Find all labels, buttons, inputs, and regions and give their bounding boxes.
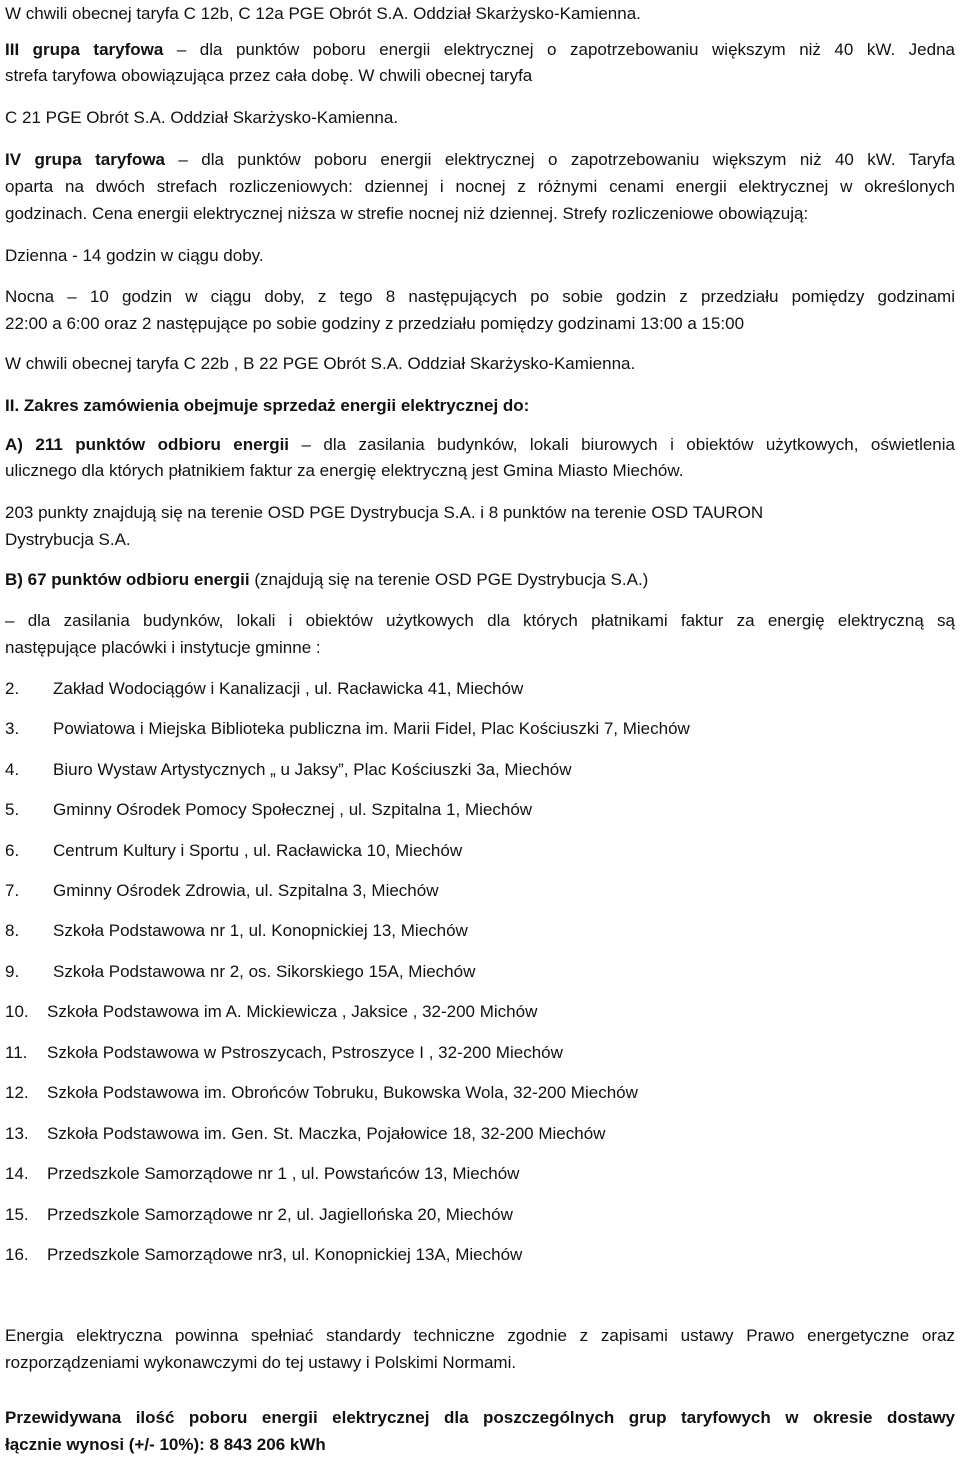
list-item [5,719,690,741]
list-text: Szkoła Podstawowa im. Obrońców Tobruku, Bukowska Wola, 32-200 Miechów [47,1083,638,1102]
list-item [5,921,468,943]
list-text: Szkoła Podstawowa im. Gen. St. Maczka, Pojałowice 18, 32-200 Miechów [47,1124,606,1143]
text: rozporządzeniami wykonawczymi do tej ustawy i Polskimi Normami. [5,1353,517,1372]
text: – dla punktów poboru energii elektrycznej o zapotrzebowaniu większym niż 40 kW. Jedna [163,40,955,59]
list-text: Szkoła Podstawowa nr 1, ul. Konopnickiej 13, Miechów [53,921,468,940]
list-number: 16. [5,1245,29,1264]
list-item [5,1205,513,1227]
list-item [5,800,532,822]
text-line [5,435,955,457]
list-number: 12. [5,1083,29,1102]
bold-text: Przewidywana ilość poboru energii elektrycznej dla poszczególnych grup taryfowych w okresie dostawy [5,1408,955,1427]
text-line [5,461,683,483]
list-text: Zakład Wodociągów i Kanalizacji , ul. Racławicka 41, Miechów [53,679,524,698]
bold-text: łącznie wynosi (+/- 10%): 8 843 206 kWh [5,1435,326,1454]
text-line [5,354,635,376]
section-heading [5,396,529,418]
list-text: Przedszkole Samorządowe nr3, ul. Konopnickiej 13A, Miechów [47,1245,523,1264]
list-item [5,1002,537,1024]
text: strefa taryfowa obowiązująca przez cała dobę. W chwili obecnej taryfa [5,66,533,85]
heading-text: II. Zakres zamówienia obejmuje sprzedaż energii elektrycznej do: [5,396,530,415]
list-number: 5. [5,800,20,819]
text: 203 punkty znajdują się na terenie OSD PGE Dystrybucja S.A. i 8 punktów na terenie OSD TAURON [5,503,764,522]
text: Nocna – 10 godzin w ciągu doby, z tego 8 następujących po sobie godzin z przedziału pomiędzy godzinami [5,287,955,306]
list-number: 14. [5,1164,29,1183]
list-number: 4. [5,760,20,779]
list-item [5,841,462,863]
list-text: Biuro Wystaw Artystycznych „ u Jaksy”, Plac Kościuszki 3a, Miechów [53,760,572,779]
list-text: Szkoła Podstawowa nr 2, os. Sikorskiego 15A, Miechów [53,962,476,981]
text-line [5,150,955,172]
text-line [5,40,955,62]
list-item [5,881,439,903]
list-number: 7. [5,881,20,900]
text-line [5,1326,955,1348]
list-text: Gminny Ośrodek Zdrowia, ul. Szpitalna 3, Miechów [53,881,439,900]
list-item [5,760,572,782]
list-text: Powiatowa i Miejska Biblioteka publiczna im. Marii Fidel, Plac Kościuszki 7, Miechów [53,719,690,738]
bold-text: A) 211 punktów odbioru energii [5,435,290,454]
text-line [5,503,763,525]
list-number: 6. [5,841,20,860]
list-text: Centrum Kultury i Sportu , ul. Racławicka 10, Miechów [53,841,463,860]
text: – dla punktów poboru energii elektrycznej o zapotrzebowaniu większym niż 40 kW. Taryfa [165,150,955,169]
text-line [5,570,648,592]
list-number: 8. [5,921,20,940]
bold-text: III grupa taryfowa [5,40,164,59]
text-line [5,530,131,552]
text: Energia elektryczna powinna spełniać standardy techniczne zgodnie z zapisami ustawy Prawo energetyczne oraz [5,1326,955,1345]
list-text: Przedszkole Samorządowe nr 1 , ul. Powstańców 13, Miechów [47,1164,520,1183]
text: następujące placówki i instytucje gminne : [5,638,321,657]
summary-line [5,1435,326,1457]
text: oparta na dwóch strefach rozliczeniowych: dziennej i nocnej z różnymi cenami energii elektrycznej w określonych [5,177,955,196]
text: – dla zasilania budynków, lokali i obiektów użytkowych dla których płatnikami faktur za energię elektryczną są [5,611,955,630]
list-item [5,962,475,984]
bold-text: IV grupa taryfowa [5,150,165,169]
list-text: Przedszkole Samorządowe nr 2, ul. Jagiellońska 20, Miechów [47,1205,513,1224]
list-text: Szkoła Podstawowa w Pstroszycach, Pstroszyce I , 32-200 Miechów [47,1043,563,1062]
list-item [5,1083,638,1105]
text-line [5,638,321,660]
text-line [5,314,744,336]
text-line [5,177,955,199]
list-number: 3. [5,719,20,738]
list-number: 10. [5,1002,29,1021]
text: W chwili obecnej taryfa C 22b , B 22 PGE Obrót S.A. Oddział Skarżysko-Kamienna. [5,354,636,373]
text: Dzienna - 14 godzin w ciągu doby. [5,246,264,265]
text: W chwili obecnej taryfa C 12b, C 12a PGE Obrót S.A. Oddział Skarżysko-Kamienna. [5,4,641,23]
text-line [5,1353,516,1375]
text: 22:00 a 6:00 oraz 2 następujące po sobie godziny z przedziału pomiędzy godzinami 13:00 a 15:00 [5,314,745,333]
text: – dla zasilania budynków, lokali biurowych i obiektów użytkowych, oświetlenia [289,435,955,454]
list-number: 13. [5,1124,29,1143]
text: C 21 PGE Obrót S.A. Oddział Skarżysko-Kamienna. [5,108,399,127]
text-line [5,611,955,633]
list-number: 2. [5,679,20,698]
text: godzinach. Cena energii elektrycznej niższa w strefie nocnej niż dziennej. Strefy rozliczeniowe obowiązują: [5,204,809,223]
text: Dystrybucja S.A. [5,530,131,549]
text-line [5,204,808,226]
text-line [5,287,955,309]
text-line [5,108,398,130]
list-item [5,679,523,701]
list-item [5,1245,522,1267]
bold-text: B) 67 punktów odbioru energii [5,570,250,589]
list-item [5,1124,605,1146]
text-line [5,246,264,268]
list-item [5,1164,519,1186]
text: (znajdują się na terenie OSD PGE Dystrybucja S.A.) [249,570,649,589]
list-number: 9. [5,962,20,981]
list-number: 15. [5,1205,29,1224]
text-line [5,66,532,88]
list-text: Gminny Ośrodek Pomocy Społecznej , ul. Szpitalna 1, Miechów [53,800,533,819]
summary-line [5,1408,955,1430]
list-text: Szkoła Podstawowa im A. Mickiewicza , Jaksice , 32-200 Michów [47,1002,538,1021]
list-item [5,1043,563,1065]
text: ulicznego dla których płatnikiem faktur za energię elektryczną jest Gmina Miasto Miechów. [5,461,684,480]
text-line [5,4,641,26]
list-number: 11. [5,1043,28,1062]
